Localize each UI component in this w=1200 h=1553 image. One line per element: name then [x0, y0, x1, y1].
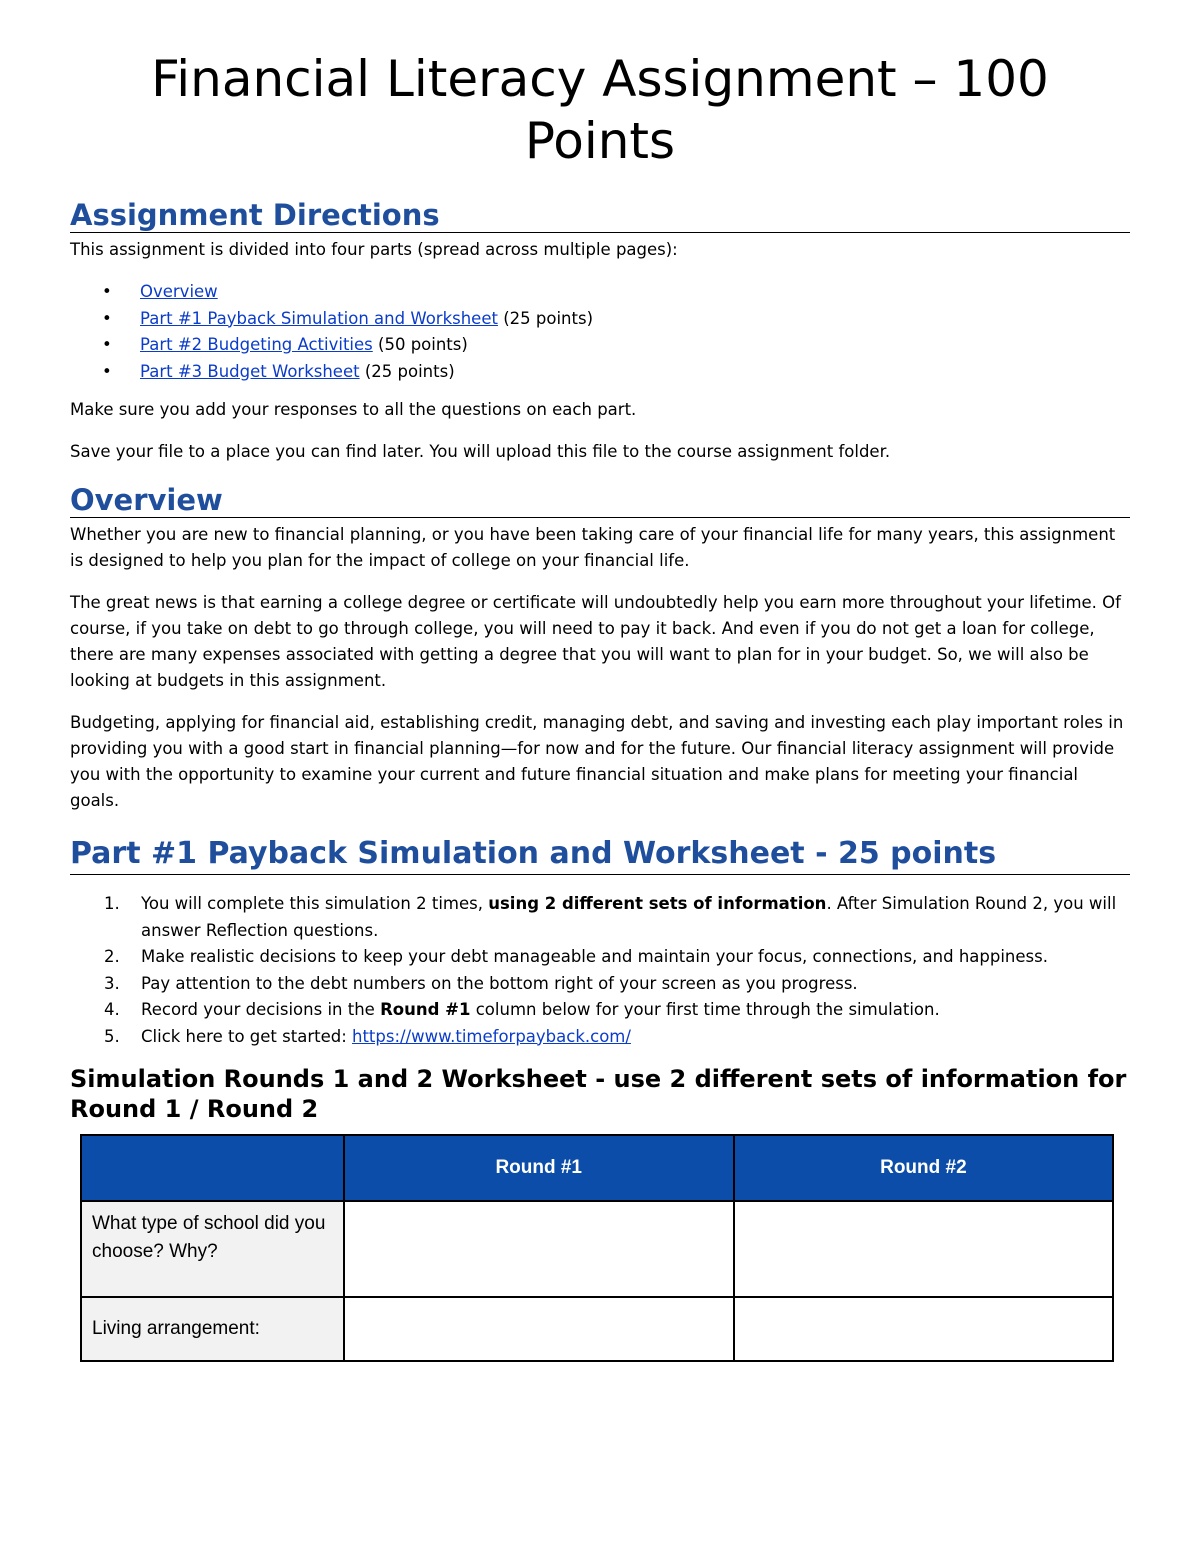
- row-label-living-arrangement: Living arrangement:: [81, 1297, 344, 1361]
- table-header-round1: Round #1: [344, 1135, 734, 1201]
- part-points: (25 points): [359, 361, 455, 381]
- part-points: (25 points): [497, 308, 594, 328]
- list-item: [104, 1024, 1130, 1051]
- list-item: [102, 359, 1130, 386]
- round2-school-type-cell[interactable]: [734, 1201, 1113, 1297]
- step-emphasis: using 2 different sets of information: [488, 894, 827, 913]
- list-item: [104, 891, 1130, 944]
- step-number: 4.: [104, 1000, 120, 1019]
- worksheet-heading: Simulation Rounds 1 and 2 Worksheet - use 2 different sets of information for Round 1 / Round 2: [70, 1065, 1127, 1123]
- table-header-row: [81, 1135, 1113, 1201]
- table-header-round2: Round #2: [734, 1135, 1113, 1201]
- part2-link[interactable]: Part #2 Budgeting Activities: [140, 335, 373, 354]
- round1-school-type-cell[interactable]: [344, 1201, 734, 1297]
- overview-paragraph-1: Whether you are new to financial planning, or you have been taking care of your financial life for many years, this assignment is designed to help you plan for the impact of college on your financial life.: [70, 525, 1116, 570]
- table-row: [81, 1297, 1113, 1361]
- table-header-blank: [81, 1135, 344, 1201]
- step-text: . After Simulation Round 2, you will answer Reflection questions.: [141, 894, 1117, 940]
- table-row: [81, 1201, 1113, 1297]
- step-number: 3.: [104, 973, 120, 993]
- step-number: 2.: [104, 947, 120, 966]
- step-text: Make realistic decisions to keep your debt manageable and maintain your focus, connections, and happiness.: [141, 947, 1048, 966]
- round2-living-arrangement-cell[interactable]: [734, 1297, 1113, 1361]
- bullet-icon: •: [102, 282, 112, 301]
- list-item: [104, 997, 1130, 1024]
- bullet-icon: •: [102, 335, 112, 354]
- overview-paragraph-2: The great news is that earning a college degree or certificate will undoubtedly help you earn more throughout your lifetime. Of course, if you take on debt to go through college, you will need to pay it back. And even if you do not get a loan for college, there are many expenses associated with getting a degree that you will want to plan for in your budget. So, we will also be looking at budgets in this assignment.: [70, 593, 1121, 690]
- step-text: You will complete this simulation 2 times,: [141, 894, 489, 913]
- assignment-directions-heading: Assignment Directions: [70, 198, 1130, 233]
- document-page: [70, 48, 1130, 1362]
- directions-intro: This assignment is divided into four parts (spread across multiple pages):: [70, 240, 678, 259]
- overview-heading: Overview: [70, 483, 1130, 518]
- step-number: 5.: [104, 1026, 120, 1046]
- list-item: [102, 279, 1130, 306]
- list-item: [104, 944, 1130, 971]
- list-item: [104, 971, 1130, 998]
- step-text: Pay attention to the debt numbers on the bottom right of your screen as you progress.: [141, 973, 858, 993]
- step-number: 1.: [104, 894, 120, 913]
- simulation-steps-list: [70, 891, 1130, 1050]
- part1-heading: Part #1 Payback Simulation and Worksheet - 25 points: [70, 836, 1130, 875]
- directions-note-responses: Make sure you add your responses to all the questions on each part.: [70, 400, 637, 419]
- bullet-icon: •: [102, 361, 112, 381]
- document-title: Financial Literacy Assignment – 100 Points: [151, 50, 1049, 170]
- list-item: [102, 332, 1130, 359]
- bullet-icon: •: [102, 308, 112, 328]
- step-text: Click here to get started:: [141, 1026, 352, 1046]
- part1-link[interactable]: Part #1 Payback Simulation and Worksheet: [140, 308, 498, 328]
- simulation-link[interactable]: https://www.timeforpayback.com/: [352, 1026, 631, 1046]
- parts-list: [70, 279, 1130, 385]
- step-text: Record your decisions in the: [141, 1000, 381, 1019]
- part3-link[interactable]: Part #3 Budget Worksheet: [140, 361, 360, 381]
- round1-living-arrangement-cell[interactable]: [344, 1297, 734, 1361]
- row-label-school-type: What type of school did you choose? Why?: [81, 1201, 344, 1297]
- list-item: [102, 306, 1130, 333]
- simulation-worksheet-table: [80, 1134, 1114, 1362]
- part-points: (50 points): [372, 335, 468, 354]
- overview-paragraph-3: Budgeting, applying for financial aid, establishing credit, managing debt, and saving and investing each play important roles in providing you with a good start in financial planning—for now and for the future. Our financial literacy assignment will provide you with the opportunity to examine your current and future financial situation and make plans for meeting your financial goals.: [70, 713, 1124, 810]
- overview-link[interactable]: Overview: [140, 282, 218, 301]
- step-text: column below for your first time through the simulation.: [470, 1000, 940, 1019]
- directions-note-save: Save your file to a place you can find later. You will upload this file to the course assignment folder.: [70, 442, 891, 461]
- step-emphasis: Round #1: [380, 1000, 471, 1019]
